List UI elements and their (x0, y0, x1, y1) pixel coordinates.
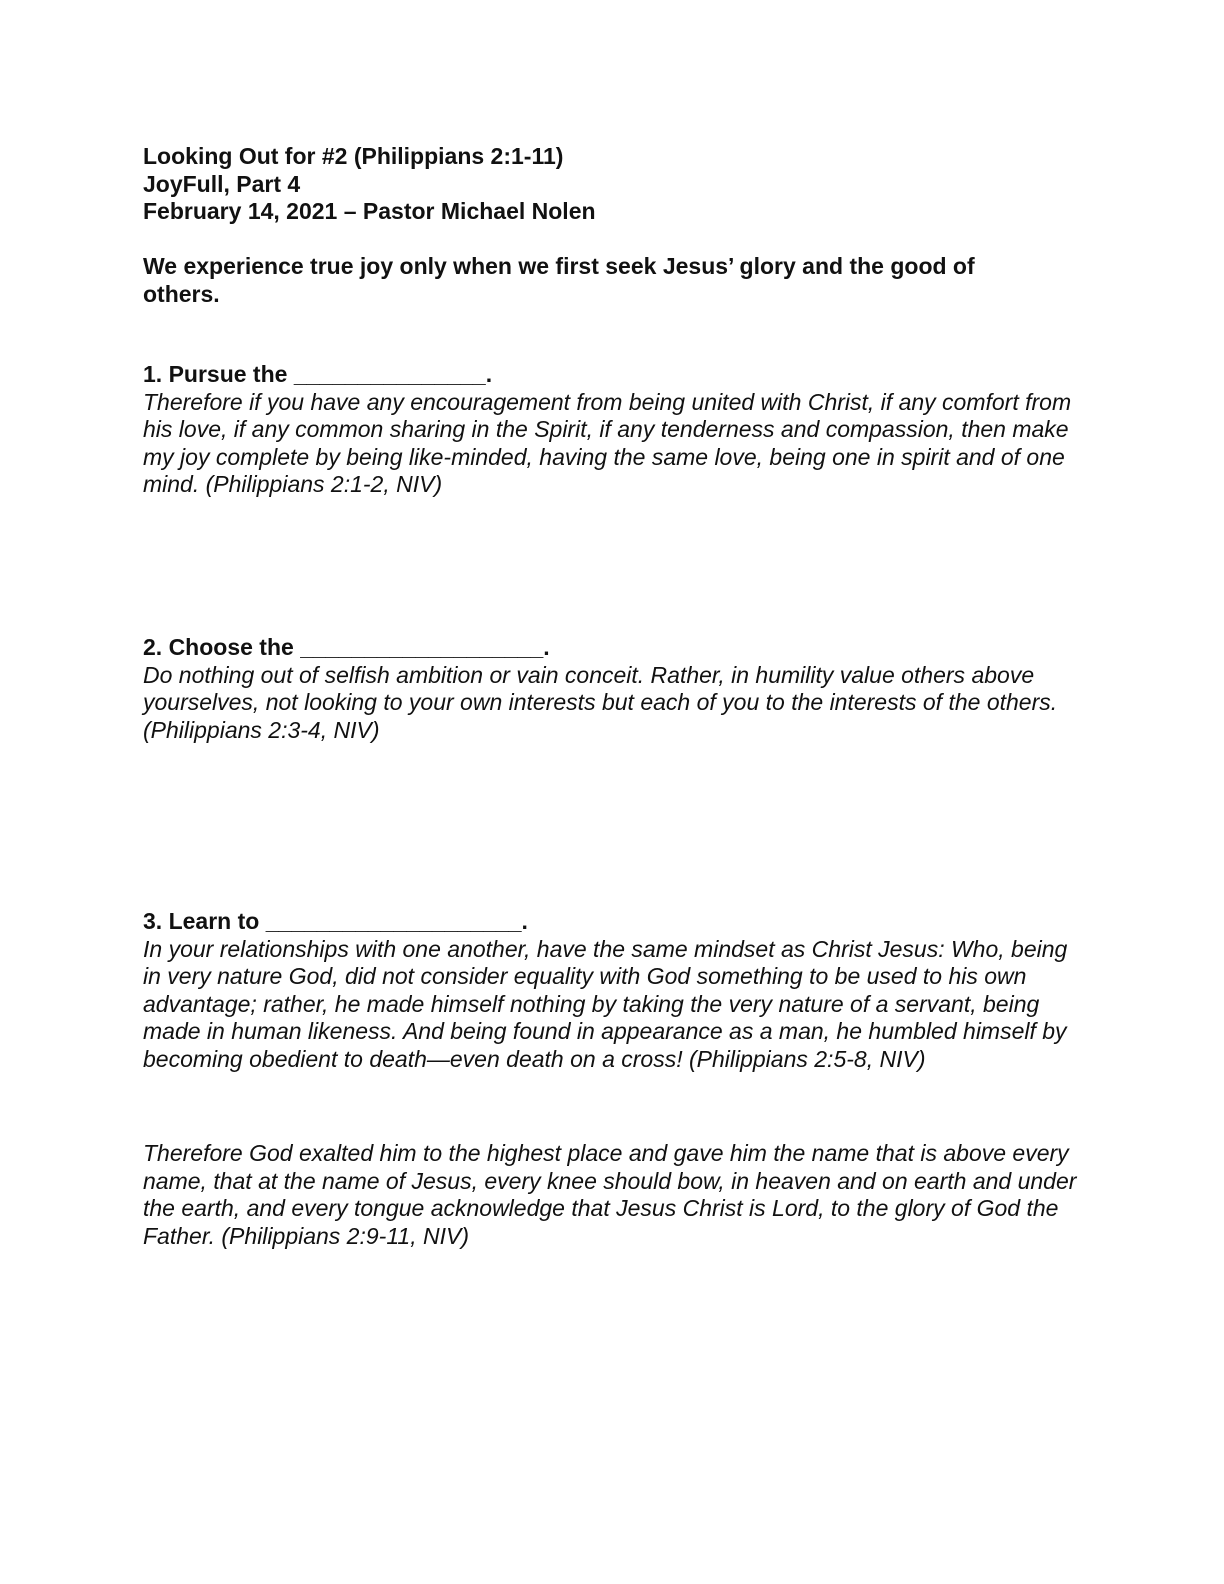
date-and-pastor: February 14, 2021 – Pastor Michael Nolen (143, 198, 596, 224)
point-1-heading: 1. Pursue the _______________. (143, 361, 493, 387)
point-2 (143, 634, 1083, 744)
point-1-verse: Therefore if you have any encouragement from being united with Christ, if any comfort from his love, if any common sharing in the Spirit, if any tenderness and compassion, then make my joy complete by being like-minded, having the same love, being one in spirit and of one mind. (Philippians 2:1-2, NIV) (143, 388, 1072, 497)
point-1 (143, 361, 1083, 499)
header-block (143, 143, 1083, 226)
point-3-verse-extra: Therefore God exalted him to the highest place and gave him the name that is above every name, that at the name of Jesus, every knee should bow, in heaven and on earth and under the earth, and every tongue acknowledge that Jesus Christ is Lord, to the glory of God the Father. (Philippians 2:9-11, NIV) (143, 1140, 1077, 1249)
series-name: JoyFull, Part 4 (143, 170, 301, 197)
point-3-heading: 3. Learn to ____________________. (143, 908, 528, 934)
point-3 (143, 908, 1083, 1073)
point-3-verse: In your relationships with one another, have the same mindset as Christ Jesus: Who, being in very nature God, did not consider equality with God something to be used to his own advantage; rather, he made himself nothing by taking the very nature of a servant, being made in human likeness. And being found in appearance as a man, he humbled himself by becoming obedient to death—even death on a cross! (Philippians 2:5-8, NIV) (143, 935, 1068, 1072)
point-2-verse: Do nothing out of selfish ambition or vain conceit. Rather, in humility value others above yourselves, not looking to your own interests but each of you to the interests of the others. (Philippians 2:3-4, NIV) (143, 661, 1058, 743)
thesis-statement: We experience true joy only when we first seek Jesus’ glory and the good of others. (143, 253, 975, 307)
point-2-heading: 2. Choose the ___________________. (143, 634, 550, 660)
point-3-verse-continued (143, 1140, 1083, 1250)
sermon-title: Looking Out for #2 (Philippians 2:1-11) (143, 143, 564, 169)
sermon-notes-page (143, 143, 1083, 1249)
